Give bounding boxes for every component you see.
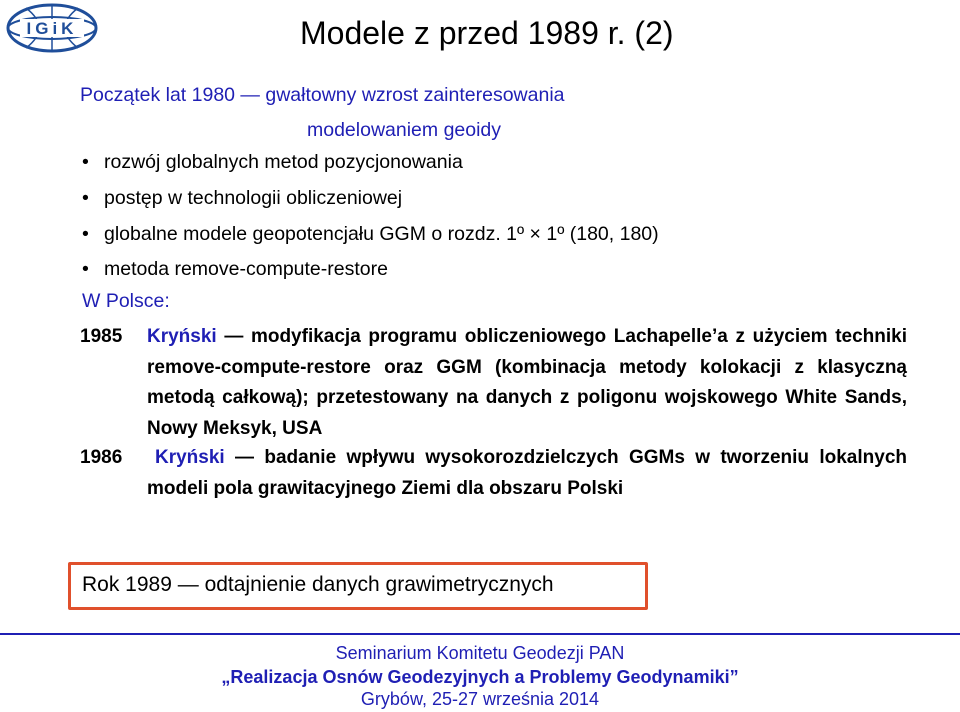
footer-conference-title: „Realizacja Osnów Geodezyjnych a Problemy Geodynamiki”	[221, 667, 739, 687]
history-entry	[80, 443, 907, 504]
bullet-item	[82, 258, 388, 281]
bullet-dot: •	[82, 223, 89, 245]
bullet-dot: •	[82, 187, 89, 209]
entry-author: Kryński	[147, 326, 217, 347]
entry-year: 1986	[80, 447, 123, 468]
bullet-text: metoda remove-compute-restore	[104, 258, 388, 280]
entry-author: Kryński	[155, 447, 225, 468]
history-entry	[80, 322, 907, 444]
footer-divider	[0, 633, 960, 635]
entry-body	[147, 322, 907, 444]
bullet-item	[82, 187, 402, 210]
page-title: Modele z przed 1989 r. (2)	[300, 15, 674, 51]
footer-place-date: Grybów, 25-27 września 2014	[360, 689, 600, 709]
bullet-text: rozwój globalnych metod pozycjonowania	[104, 151, 463, 173]
bullet-dot: •	[82, 258, 89, 280]
entry-text: — modyfikacja programu obliczeniowego Lachapelle’a z użyciem techniki remove-compute-restore oraz GGM (kombinacja metody kolokacji z klasyczną metodą całkową); przetestowany na danych z poligonu wojskowego White Sands, Nowy Meksyk, USA	[147, 326, 907, 439]
poland-label: W Polsce:	[82, 290, 170, 312]
highlight-text: Rok 1989 — odtajnienie danych grawimetrycznych	[82, 573, 554, 596]
svg-text:IGiK: IGiK	[26, 19, 78, 38]
footer-seminar: Seminarium Komitetu Geodezji PAN	[335, 643, 625, 663]
intro-line-1: Początek lat 1980 — gwałtowny wzrost zainteresowania	[80, 84, 565, 106]
bullet-item	[82, 223, 659, 246]
entry-body	[147, 443, 907, 504]
bullet-item	[82, 151, 463, 174]
igik-logo	[6, 2, 98, 54]
bullet-dot: •	[82, 151, 89, 173]
intro-line-2: modelowaniem geoidy	[307, 119, 502, 141]
bullet-text: globalne modele geopotencjału GGM o rozdz. 1º × 1º (180, 180)	[104, 223, 659, 245]
highlight-box	[68, 562, 648, 610]
bullet-text: postęp w technologii obliczeniowej	[104, 187, 403, 209]
entry-year: 1985	[80, 326, 123, 347]
entry-text: — badanie wpływu wysokorozdzielczych GGMs w tworzeniu lokalnych modeli pola grawitacyjnego Ziemi dla obszaru Polski	[147, 447, 907, 499]
